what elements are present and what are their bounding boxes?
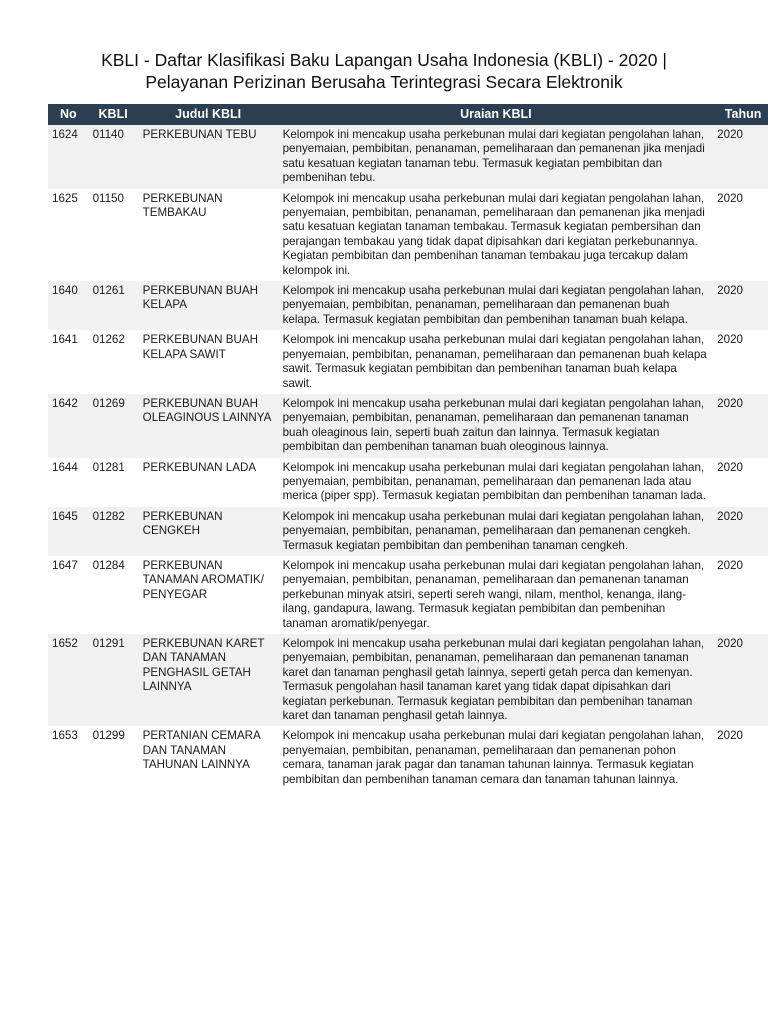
- table-header-row: [48, 104, 768, 125]
- column-header-tahun: Tahun: [713, 104, 768, 125]
- table-row: [48, 726, 768, 790]
- table-body: [48, 125, 768, 790]
- table-row: [48, 394, 768, 458]
- kbli-table: [48, 104, 768, 790]
- table-row: [48, 189, 768, 281]
- cell-judul: PERKEBUNAN KARET DAN TANAMAN PENGHASIL GETAH LAINNYA: [138, 634, 279, 726]
- cell-no: 1645: [48, 507, 89, 556]
- cell-uraian: Kelompok ini mencakup usaha perkebunan mulai dari kegiatan pengolahan lahan, penyemaian, pembibitan, penanaman, pemeliharaan dan pemanenan lada atau merica (piper spp). Termasuk kegiatan pembibitan dan pembenihan tanaman lada.: [279, 458, 714, 507]
- cell-no: 1625: [48, 189, 89, 281]
- cell-no: 1644: [48, 458, 89, 507]
- cell-tahun: 2020: [713, 634, 768, 726]
- table-row: [48, 556, 768, 634]
- cell-uraian: Kelompok ini mencakup usaha perkebunan mulai dari kegiatan pengolahan lahan, penyemaian, pembibitan, penanaman, pemeliharaan dan pemanenan tanaman perkebunan minyak atsiri, seperti sereh wangi, nilam, menthol, kenanga, ilang-ilang, gandapura, lawang. Termasuk kegiatan pembibitan dan pembenihan tanaman aromatik/penyegar.: [279, 556, 714, 634]
- cell-judul: PERKEBUNAN BUAH KELAPA SAWIT: [138, 330, 279, 394]
- cell-tahun: 2020: [713, 189, 768, 281]
- page-title-line-2: Pelayanan Perizinan Berusaha Terintegrasi Secara Elektronik: [145, 72, 623, 92]
- cell-tahun: 2020: [713, 458, 768, 507]
- cell-kbli: 01284: [89, 556, 138, 634]
- cell-judul: PERKEBUNAN LADA: [138, 458, 279, 507]
- page-title: [0, 0, 768, 93]
- cell-kbli: 01281: [89, 458, 138, 507]
- table-row: [48, 125, 768, 189]
- cell-kbli: 01299: [89, 726, 138, 790]
- cell-tahun: 2020: [713, 125, 768, 189]
- cell-judul: PERKEBUNAN CENGKEH: [138, 507, 279, 556]
- cell-judul: PERKEBUNAN TEBU: [138, 125, 279, 189]
- cell-judul: PERKEBUNAN TANAMAN AROMATIK/ PENYEGAR: [138, 556, 279, 634]
- table-row: [48, 634, 768, 726]
- cell-judul: PERKEBUNAN BUAH KELAPA: [138, 281, 279, 330]
- cell-no: 1641: [48, 330, 89, 394]
- cell-tahun: 2020: [713, 556, 768, 634]
- column-header-kbli: KBLI: [89, 104, 138, 125]
- column-header-uraian: Uraian KBLI: [279, 104, 714, 125]
- cell-uraian: Kelompok ini mencakup usaha perkebunan mulai dari kegiatan pengolahan lahan, penyemaian, pembibitan, penanaman, pemeliharaan dan pemanenan jika menjadi satu kesatuan kegiatan tanaman tembakau. Termasuk kegiatan pembersihan dan perajangan tembakau yang tidak dapat dipisahkan dari kegiatan perkebunannya. Kegiatan pembibitan dan pembenihan tanaman tembakau juga tercakup dalam kelompok ini.: [279, 189, 714, 281]
- table-row: [48, 507, 768, 556]
- cell-no: 1653: [48, 726, 89, 790]
- cell-tahun: 2020: [713, 394, 768, 458]
- table-row: [48, 281, 768, 330]
- cell-judul: PERTANIAN CEMARA DAN TANAMAN TAHUNAN LAINNYA: [138, 726, 279, 790]
- cell-kbli: 01150: [89, 189, 138, 281]
- cell-kbli: 01291: [89, 634, 138, 726]
- table-header: [48, 104, 768, 125]
- column-header-no: No: [48, 104, 89, 125]
- cell-uraian: Kelompok ini mencakup usaha perkebunan mulai dari kegiatan pengolahan lahan, penyemaian, pembibitan, penanaman, pemeliharaan dan pemanenan jika menjadi satu kesatuan kegiatan tanaman tebu. Termasuk kegiatan pembibitan dan pembenihan tebu.: [279, 125, 714, 189]
- cell-uraian: Kelompok ini mencakup usaha perkebunan mulai dari kegiatan pengolahan lahan, penyemaian, pembibitan, penanaman, pemeliharaan dan pemanenan tanaman karet dan tanaman penghasil getah lainnya, seperti getah perca dan kemenyan. Termasuk pengolahan hasil tanaman karet yang tidak dapat dipisahkan dari kegiatan perkebunan. Termasuk kegiatan pembibitan dan pembenihan tanaman karet dan tanaman penghasil getah lainnya.: [279, 634, 714, 726]
- cell-tahun: 2020: [713, 726, 768, 790]
- cell-uraian: Kelompok ini mencakup usaha perkebunan mulai dari kegiatan pengolahan lahan, penyemaian, pembibitan, penanaman, pemeliharaan dan pemanenan buah kelapa sawit. Termasuk kegiatan pembibitan dan pembenihan tanaman buah kelapa sawit.: [279, 330, 714, 394]
- cell-uraian: Kelompok ini mencakup usaha perkebunan mulai dari kegiatan pengolahan lahan, penyemaian, pembibitan, penanaman, pemeliharaan dan pemanenan pohon cemara, tanaman jarak pagar dan tanaman tahunan lainnya. Termasuk kegiatan pembibitan dan pembenihan tanaman cemara dan tanaman tahunan lainnya.: [279, 726, 714, 790]
- cell-kbli: 01282: [89, 507, 138, 556]
- cell-kbli: 01261: [89, 281, 138, 330]
- table-row: [48, 458, 768, 507]
- cell-uraian: Kelompok ini mencakup usaha perkebunan mulai dari kegiatan pengolahan lahan, penyemaian, pembibitan, penanaman, pemeliharaan dan pemanenan cengkeh. Termasuk kegiatan pembibitan dan pembenihan tanaman cengkeh.: [279, 507, 714, 556]
- cell-uraian: Kelompok ini mencakup usaha perkebunan mulai dari kegiatan pengolahan lahan, penyemaian, pembibitan, penanaman, pemeliharaan dan pemanenan tanaman buah oleaginous lain, seperti buah zaitun dan lainnya. Termasuk kegiatan pembibitan dan pembenihan tanaman buah oleoginous lainnya.: [279, 394, 714, 458]
- cell-judul: PERKEBUNAN BUAH OLEAGINOUS LAINNYA: [138, 394, 279, 458]
- cell-kbli: 01262: [89, 330, 138, 394]
- cell-no: 1640: [48, 281, 89, 330]
- cell-no: 1642: [48, 394, 89, 458]
- cell-no: 1652: [48, 634, 89, 726]
- cell-no: 1647: [48, 556, 89, 634]
- cell-tahun: 2020: [713, 281, 768, 330]
- cell-tahun: 2020: [713, 507, 768, 556]
- cell-judul: PERKEBUNAN TEMBAKAU: [138, 189, 279, 281]
- cell-kbli: 01140: [89, 125, 138, 189]
- cell-uraian: Kelompok ini mencakup usaha perkebunan mulai dari kegiatan pengolahan lahan, penyemaian, pembibitan, penanaman, pemeliharaan dan pemanenan buah kelapa. Termasuk kegiatan pembibitan dan pembenihan tanaman buah kelapa.: [279, 281, 714, 330]
- cell-no: 1624: [48, 125, 89, 189]
- table-row: [48, 330, 768, 394]
- page-title-line-1: KBLI - Daftar Klasifikasi Baku Lapangan Usaha Indonesia (KBLI) - 2020 |: [101, 50, 667, 70]
- kbli-table-container: [48, 104, 768, 790]
- cell-tahun: 2020: [713, 330, 768, 394]
- column-header-judul: Judul KBLI: [138, 104, 279, 125]
- cell-kbli: 01269: [89, 394, 138, 458]
